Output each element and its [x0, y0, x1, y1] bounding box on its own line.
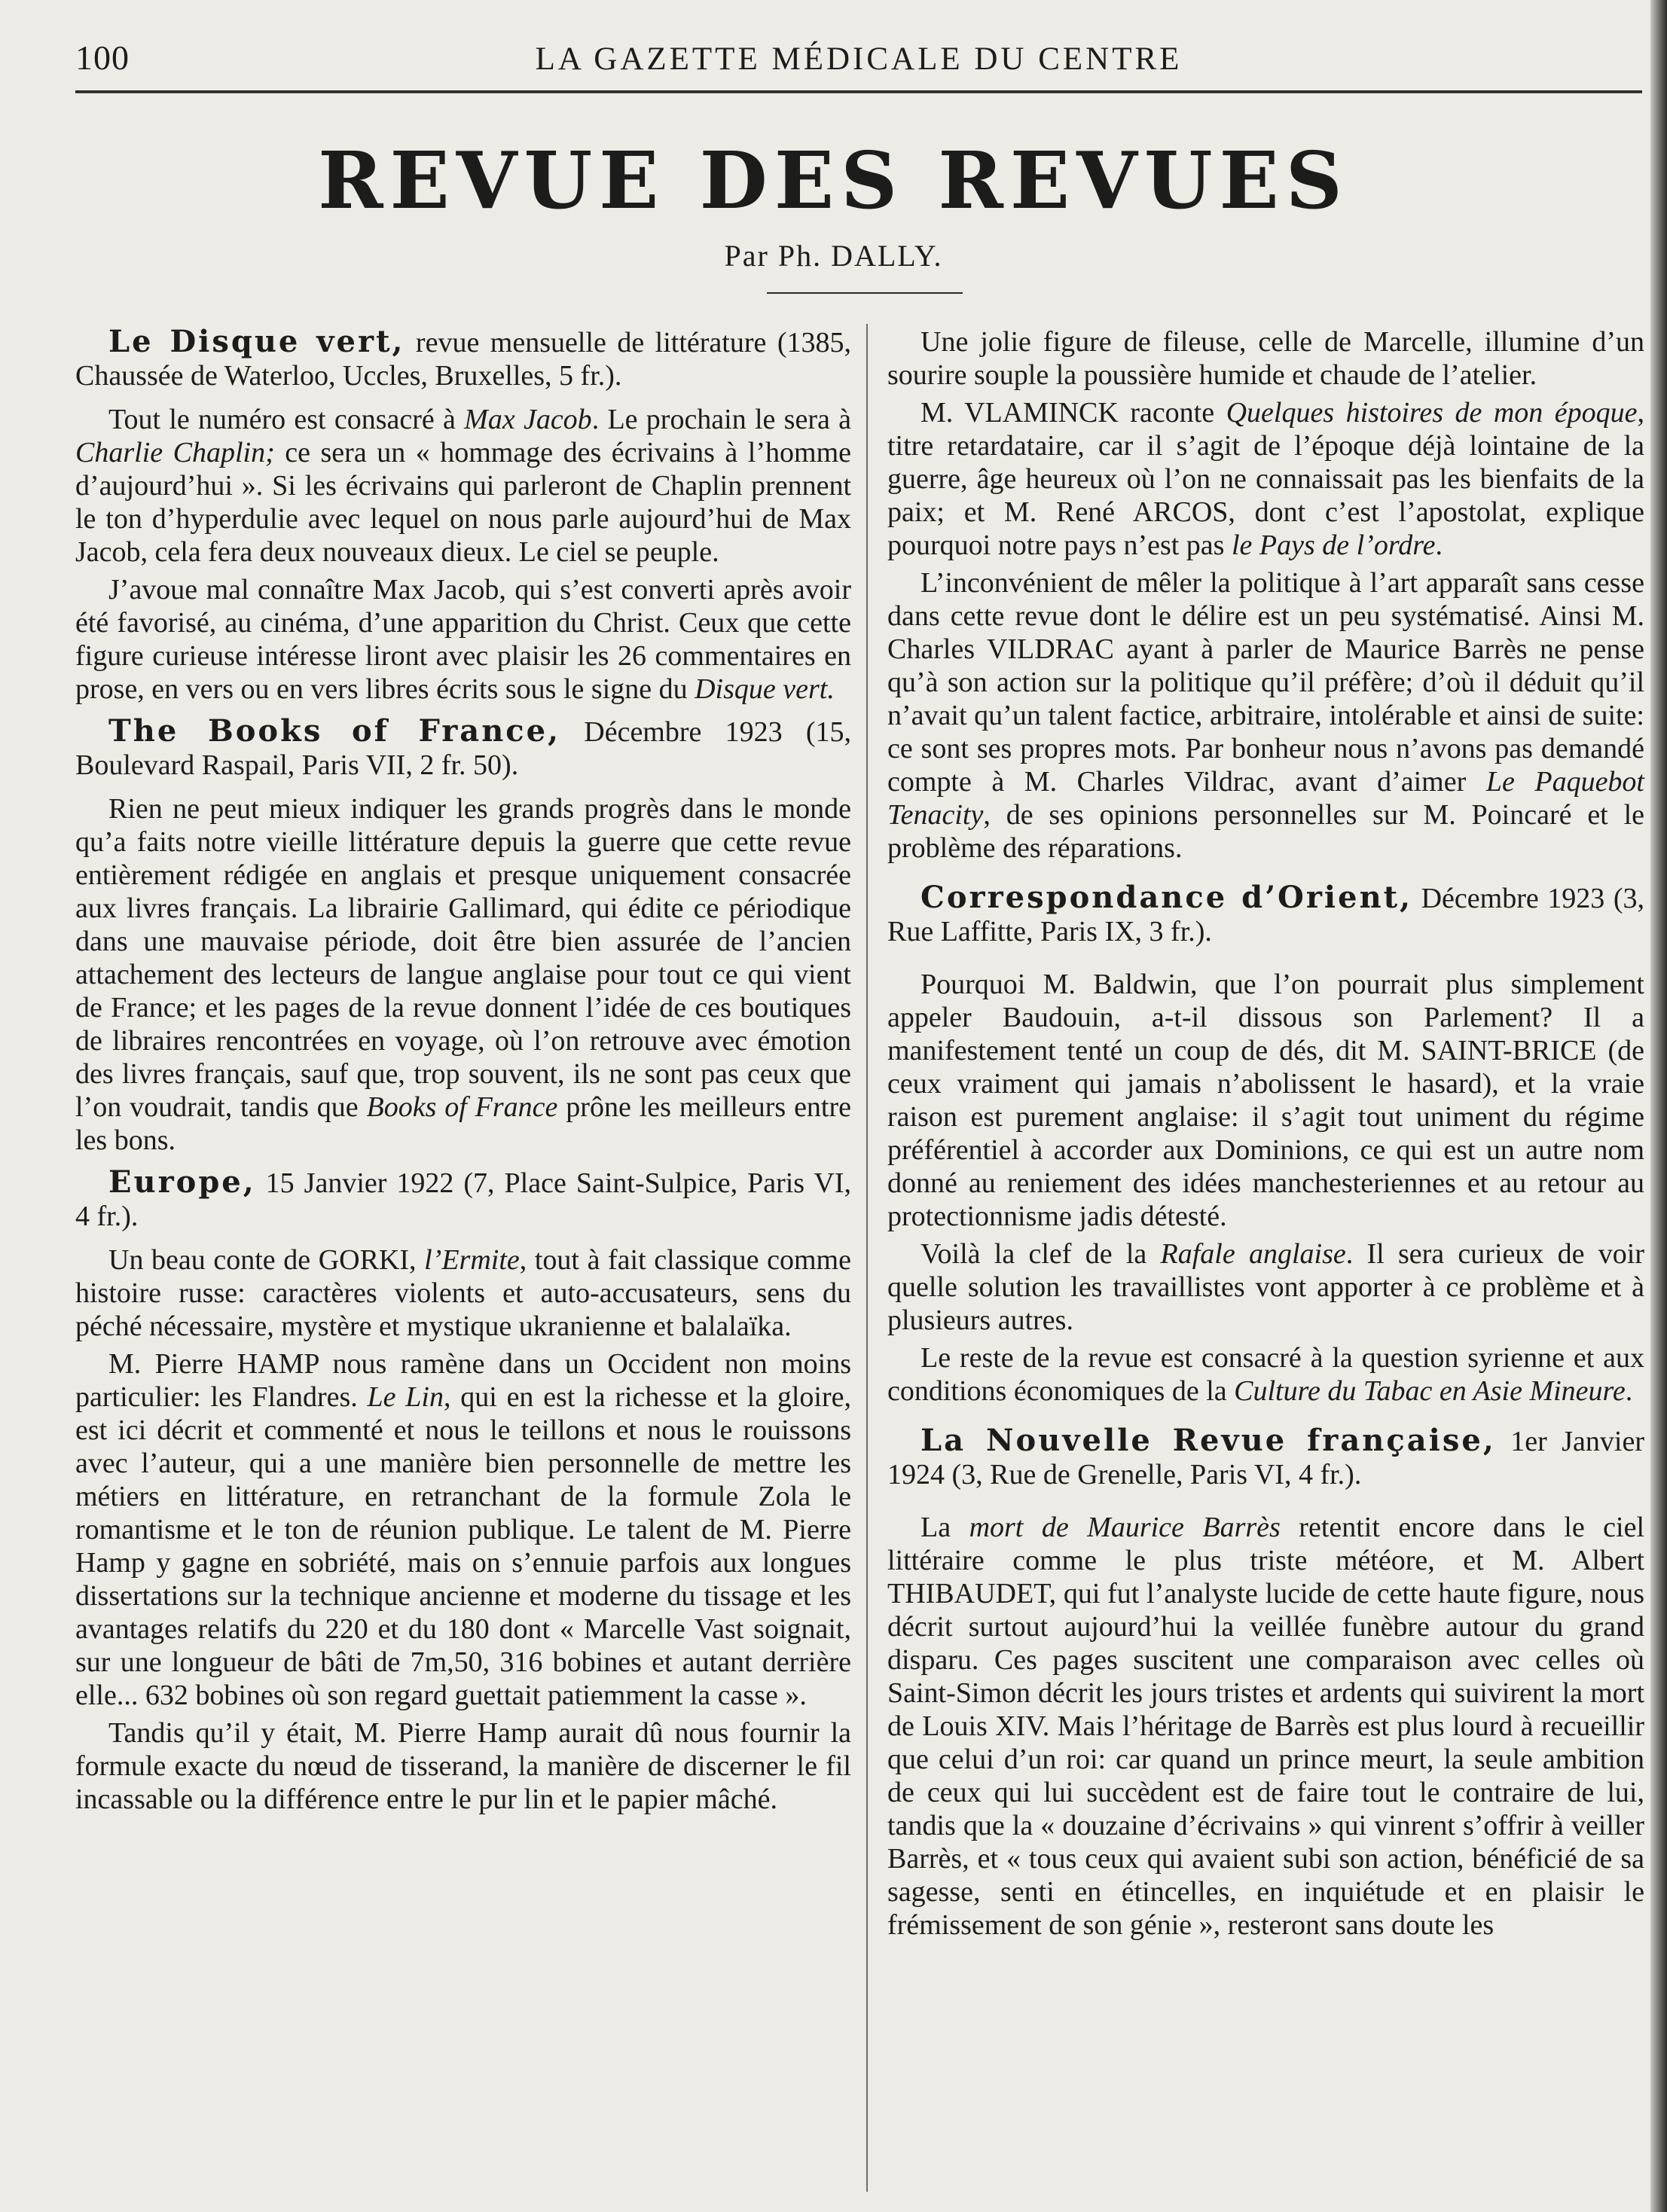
- text-run: La: [921, 1512, 969, 1543]
- text-run: , tout à fait classique comme histoire russe: caractères violents et auto-accusateurs, sens du péché nécessaire, mystère et mystique ukranienne et balalaïka.: [75, 1244, 851, 1342]
- text-run: .: [1435, 529, 1443, 561]
- paragraph: Tandis qu’il y était, M. Pierre Hamp aurait dû nous fournir la formule exacte du nœud de tisserand, la manière de discerner le fil incassable ou la différence entre le pur lin et le papier mâché.: [75, 1717, 851, 1815]
- text-run: . Il sera curieux de voir quelle solution les travaillistes vont apporter à ce problème et à plusieurs autres.: [887, 1238, 1644, 1336]
- text-run: J’avoue mal connaître Max Jacob, qui s’est converti après avoir été favorisé, au cinéma, d’une apparition du Christ. Ceux que cette figure curieuse intéresse liront avec plaisir les 26 commentaires en prose, en vers ou en vers libres écrits sous le signe du: [75, 574, 851, 705]
- paragraph: Pourquoi M. Baldwin, que l’on pourrait plus simplement appeler Baudouin, a-t-il dissous son Parlement? Il a manifestement tenté un coup de dés, dit M. SAINT-BRICE (de ceux vraiment qui jamais n’abolissent le hasard), et la vraie raison est purement anglaise: il s’agit tout uniment du régime préférentiel à accorder aux Dominions, ce qui est un autre nom donné au reniement des idées manchesteriennes et au retour au protectionnisme jadis détesté.: [887, 969, 1644, 1232]
- text-run: , qui en est la richesse et la gloire, est ici décrit et commenté et nous le teillons et nous le rouissons avec l’auteur, qui a une manière bien personnelle de mettre les métiers en littérature, en retranchant de la formule Zola le romantisme et le ton de réunion publique. Le talent de M. Pierre Hamp y gagne en sobriété, mais on s’ennuie parfois aux longues dissertations sur la technique ancienne et moderne du tissage et les avantages relatifs du 220 et du 180 dont « Marcelle Vast soignait, sur une longueur de bâti de 7m,50, 316 bobines et autant derrière elle... 632 bobines où son regard guettait patiemment la casse ».: [75, 1381, 851, 1711]
- journal-name: LA GAZETTE MÉDICALE DU CENTRE: [535, 41, 1183, 77]
- italic-text: le Pays de l’ordre: [1231, 529, 1436, 561]
- paragraph: [75, 1347, 851, 1712]
- running-header: [75, 33, 1642, 86]
- paragraph: [75, 573, 851, 706]
- review-heading-correspondance-d-orient: [887, 881, 1644, 948]
- review-heading-europe: [75, 1166, 851, 1233]
- italic-text: Rafale anglaise: [1160, 1238, 1346, 1270]
- paragraph: [887, 1237, 1644, 1337]
- paragraph: [887, 1511, 1644, 1942]
- italic-text: Le Paquebot Tenacity: [887, 766, 1644, 831]
- binding-edge-shadow: [1650, 0, 1667, 2212]
- paragraph: [75, 403, 851, 569]
- review-title: The Books of France,: [108, 713, 561, 749]
- right-column: [887, 325, 1644, 1946]
- text-run: Tout le numéro est consacré à: [108, 404, 465, 435]
- italic-text: Le Lin: [367, 1381, 444, 1413]
- text-run: , titre retardataire, car il s’agit de l’époque déjà lointaine de la guerre, âge heureux où l’on ne connaissait pas les bienfaits de la paix; et M. René ARCOS, dont c’est l’apostolat, explique pourquoi notre pays n’est pas: [887, 397, 1644, 561]
- text-run: ce sera un « hommage des écrivains à l’homme d’aujourd’hui ». Si les écrivains qui parleront de Chaplin prennent le ton d’hyperdulie avec lequel on nous parle aujourd’hui de Max Jacob, cela fera deux nouveaux dieux. Le ciel se peuple.: [75, 437, 852, 568]
- paragraph: [887, 566, 1644, 865]
- text-run: prône les meilleurs entre les bons.: [75, 1091, 852, 1156]
- review-title: Correspondance d’Orient,: [921, 880, 1413, 915]
- text-run: retentit encore dans le ciel littéraire comme le plus triste météore, et M. Albert THIBAUDET, qui fut l’analyste lucide de cette haute figure, nous décrit surtout aujourd’hui la veillée funèbre autour du grand disparu. Ces pages suscitent une comparaison avec celles où Saint-Simon décrit les jours tristes et ardents qui suivirent la mort de Louis XIV. Mais l’héritage de Barrès est plus lourd à recueillir que celui d’un roi: car quand un prince meurt, la seule ambition de ceux qui lui succèdent est de faire tout le contraire de lui, tandis que la « douzaine d’écrivains » qui vinrent s’offrir à veiller Barrès, et « tous ceux qui avaient subi son action, bénéficié de sa sagesse, senti en étincelles, en inquiétude et en plaisir le frémissement de son génie », resteront sans doute les: [887, 1512, 1645, 1941]
- review-details: revue mensuelle de littérature (1385, Chaussée de Waterloo, Uccles, Bruxelles, 5 fr.).: [75, 327, 851, 392]
- italic-text: mort de Maurice Barrès: [969, 1512, 1281, 1543]
- text-run: Le reste de la revue est consacré à la question syrienne et aux conditions économiques de la: [887, 1342, 1644, 1407]
- review-title: Europe,: [108, 1164, 256, 1200]
- byline: Par Ph. DALLY.: [724, 239, 943, 273]
- text-run: .: [1625, 1375, 1633, 1407]
- text-run: Rien ne peut mieux indiquer les grands progrès dans le monde qu’a faits notre vieille littérature depuis la guerre que cette revue entièrement rédigée en anglais et presque uniquement consacrée aux livres français. La librairie Gallimard, qui édite ce périodique dans une mauvaise période, doit être bien assurée de l’ancien attachement des lecteurs de langue anglaise pour tout ce qui vient de France; et les pages de la revue donnent l’idée de ces boutiques de libraires rencontrées en voyage, où l’on retrouve avec émotion des livres français, sauf que, trop souvent, ils ne sont pas ceux que l’on voudrait, tandis que: [75, 793, 851, 1123]
- text-run: M. VLAMINCK raconte: [921, 397, 1226, 429]
- review-heading-nouvelle-revue-francaise: [887, 1424, 1644, 1491]
- review-title: La Nouvelle Revue française,: [921, 1423, 1496, 1458]
- paragraph: [887, 1341, 1644, 1408]
- italic-text: Quelques histoires de mon époque: [1226, 397, 1638, 429]
- left-column: [75, 325, 851, 1820]
- text-run: . Le prochain le sera à: [591, 404, 851, 435]
- page-number: 100: [75, 38, 130, 77]
- text-run: , de ses opinions personnelles sur M. Poincaré et le problème des réparations.: [887, 799, 1644, 864]
- text-run: M. Pierre HAMP nous ramène dans un Occident non moins particulier: les Flandres.: [75, 1348, 851, 1413]
- section-title: REVUE DES REVUES: [318, 134, 1349, 227]
- review-details: 15 Janvier 1922 (7, Place Saint-Sulpice, Paris VI, 4 fr.).: [75, 1167, 851, 1232]
- italic-text: Max Jacob: [464, 404, 592, 435]
- review-heading-disque-vert: [75, 325, 851, 392]
- review-title: Le Disque vert,: [108, 324, 405, 359]
- paragraph: [75, 1243, 851, 1343]
- review-heading-books-of-france: [75, 715, 851, 782]
- header-rule: [75, 90, 1642, 93]
- italic-text: Culture du Tabac en Asie Mineure: [1234, 1375, 1626, 1407]
- text-run: L’inconvénient de mêler la politique à l’art apparaît sans cesse dans cette revue dont le délire est un peu systématisé. Ainsi M. Charles VILDRAC ayant à parler de Maurice Barrès ne pense qu’à son action sur la politique qu’il préfère; d’où il déduit qu’il n’avait qu’un talent factice, arbitraire, intolérable et ainsi de suite: ce sont ses propres mots. Par bonheur nous n’avons pas demandé compte à M. Charles Vildrac, avant d’aimer: [887, 567, 1644, 798]
- italic-text: Books of France: [366, 1091, 558, 1123]
- review-details: Décembre 1923 (15, Boulevard Raspail, Paris VII, 2 fr. 50).: [75, 716, 851, 781]
- title-rule: [767, 292, 963, 294]
- text-run: Voilà la clef de la: [921, 1238, 1161, 1270]
- paragraph: [75, 792, 851, 1157]
- italic-text: Charlie Chaplin;: [75, 437, 275, 468]
- paragraph: Une jolie figure de fileuse, celle de Marcelle, illumine d’un sourire souple la poussière humide et chaude de l’atelier.: [887, 326, 1644, 391]
- text-run: Un beau conte de GORKI,: [108, 1244, 425, 1276]
- column-divider: [866, 324, 868, 2192]
- italic-text: l’Ermite: [424, 1244, 520, 1276]
- italic-text: Disque vert.: [695, 673, 835, 705]
- paragraph: [887, 396, 1644, 562]
- review-details: 1er Janvier 1924 (3, Rue de Grenelle, Paris VI, 4 fr.).: [887, 1426, 1644, 1490]
- review-details: Décembre 1923 (3, Rue Laffitte, Paris IX, 3 fr.).: [887, 883, 1644, 947]
